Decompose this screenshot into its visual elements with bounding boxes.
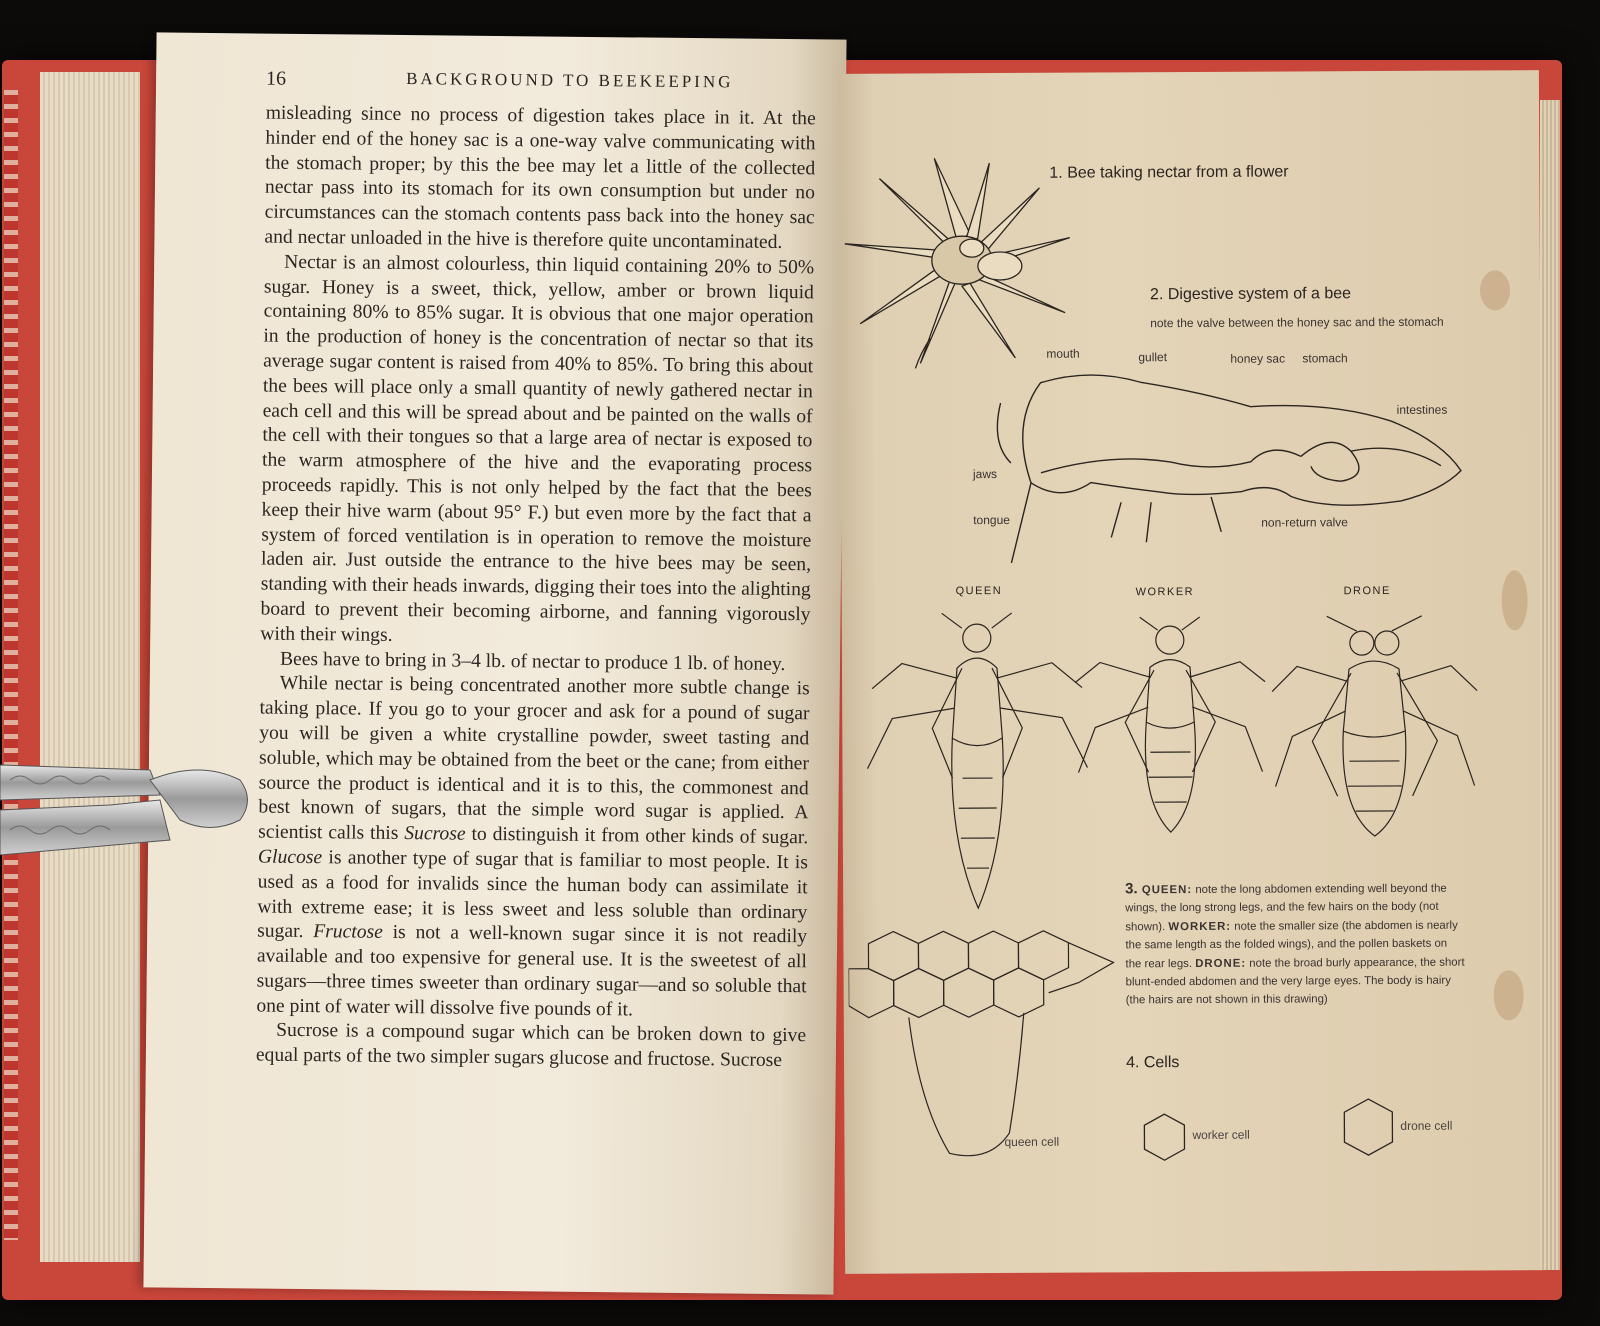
queen-bee-drawing [862,608,1094,919]
running-title: BACKGROUND TO BEEKEEPING [406,69,734,92]
caption-text: note the long abdomen extending well beyond the wings, the long strong legs, and the few hairs on the body (not shown). [1125,882,1447,934]
text-run: Sucrose is a compound sugar which can be broken down to give equal parts of the two simpler sugars glucose and fructose. Sucrose [255,1020,807,1072]
drone-bee-drawing [1267,610,1483,846]
text-run: is not a well-known sugar since it is not readily available and too expensive for general use. It is the sweetest of all sugars—three times sweeter than ordinary sugar—and so soluble that one pint of water will dissolve five pounds of it. [256,922,808,1021]
drone-cell-label: drone cell [1400,1118,1453,1133]
left-page-edges [40,72,140,1262]
worker-bee-drawing [1070,612,1271,843]
figure-2-subtitle: note the valve between the honey sac and the stomach [1150,314,1444,331]
paper-foxing [1480,270,1510,310]
left-page [143,32,846,1294]
cover-spine-pattern [4,90,18,1240]
paper-foxing [1501,570,1527,630]
figure-1-title: 1. Bee taking nectar from a flower [1049,163,1289,182]
italic-term: Sucrose [404,823,466,845]
label-tongue: tongue [973,512,1010,528]
queen-cell-comb-drawing [848,922,1119,1173]
label-stomach: stomach [1302,351,1348,366]
text-run: Bees have to bring in 3–4 lb. of nectar to produce 1 lb. of honey. [279,648,786,675]
queen-cell-label: queen cell [1004,1134,1060,1149]
silver-tongs-bookmark-icon [0,760,256,855]
caption-caste-term: WORKER: [1168,920,1232,933]
text-run: While nectar is being concentrated another more subtle change is taking place. If you go to your grocer and ask for a pound of sugar you will be given a white crystalline powder, sweet tasting and soluble, which may be obtained from the beet or the cane; from either source the product is identical and it is to this, the commonest and best known of sugars, that the simple word sugar is applied. A scientist calls this [258,673,810,845]
caste-label-worker: WORKER [1135,585,1195,599]
flower-bee-illustration [839,148,1080,369]
figure-4-title: 4. Cells [1126,1054,1180,1072]
right-page-edges [1540,100,1560,1270]
caste-label-queen: QUEEN [955,584,1003,598]
caption-caste-term: QUEEN: [1141,884,1193,897]
text-run: misleading since no process of digestion takes place in it. At the hinder end of the honey sac is a one-way valve communicating with the stomach proper; by this the bee may let a little of the collected nectar pass into its stomach for its own consumption but under no circumstances can the stomach contents pass back into the honey sac and nectar unloaded in the hive is therefore quite uncontaminated. [264,102,816,253]
figure-panel [839,70,1545,1274]
body-text [256,102,816,1075]
worker-cell-label: worker cell [1192,1127,1250,1143]
paper-foxing [1494,970,1524,1020]
right-page [839,70,1545,1274]
caption-text: note the smaller size (the abdomen is nearly the same length as the folded wings), and the pollen baskets on the rear legs. [1125,919,1458,970]
figure-3-caption [1125,879,1466,1011]
page-number: 16 [265,67,287,90]
digestive-system-diagram [970,360,1491,573]
caption-caste-term: DRONE: [1195,957,1247,970]
caption-text: note the broad burly appearance, the short blunt-ended abdomen and the very large eyes. The body is hairy (the hairs are not shown in this drawing) [1125,956,1465,1007]
text-run: is another type of sugar that is familiar to most people. It is used as a food for invalids since the human body can assimilate it with extreme ease; it is less sweet and less soluble than ordinary sugar. [257,847,809,943]
caste-label-drone: DRONE [1343,584,1391,598]
body-paragraph [256,1019,806,1074]
text-run: to distinguish it from other kinds of sugar. [465,823,809,849]
label-honey-sac: honey sac [1230,351,1286,366]
label-non-return-valve: non-return valve [1261,515,1348,530]
label-jaws: jaws [972,467,998,482]
caption-number: 3. [1125,880,1142,898]
label-gullet: gullet [1138,350,1168,365]
italic-term: Glucose [257,846,323,869]
italic-term: Fructose [313,921,383,944]
body-paragraph [264,102,816,257]
page-header [266,64,826,100]
drone-cell-hexagon [1342,1097,1394,1157]
text-run: Nectar is an almost colourless, thin liquid containing 20% to 50% sugar. Honey is a sweet, thick, yellow, amber or brown liquid containing 80% to 85% sugar. It is obvious that one major operation in the production of honey is the concentration of nectar so that its average sugar content is raised from 40% to 85%. To bring this about the bees will place only a small quantity of newly gathered nectar in each cell and this will be spread about and be painted on the walls of the cell with their tongues so that a large area of nectar is exposed to the warm atmosphere of the hive and the evaporating process proceeds rapidly. This is not only helped by the fact that the bees keep their hive warm (about 95° F.) but even more by the fact that a system of forced ventilation is in operation to remove the moisture laden air. Just outside the entrance to the hive bees may be seen, standing with their heads inwards, digging their toes into the alighting board to prevent their becoming airborne, and fanning vigorously with their wings. [260,251,815,646]
label-intestines: intestines [1396,402,1448,417]
body-paragraph [260,250,814,652]
figure-2-title: 2. Digestive system of a bee [1149,285,1352,304]
label-mouth: mouth [1046,346,1080,361]
body-paragraph [256,672,810,1025]
worker-cell-hexagon [1142,1112,1186,1162]
